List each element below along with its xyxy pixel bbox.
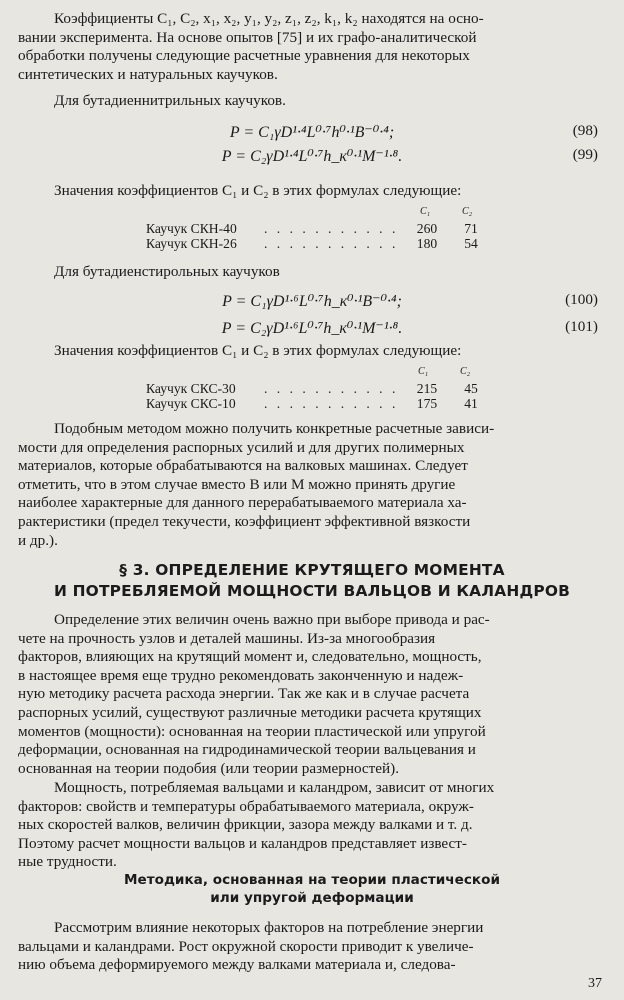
table-row [146,236,486,251]
row-name: Каучук СКС-30 [146,381,236,396]
text-line: рактеристики (предел текучести, коэффициент эффективной вязкости [18,512,471,530]
paragraph-consider [18,919,600,975]
paragraph-coef-intro-1 [18,182,600,201]
text-line: Мощность, потребляемая вальцами и каландром, зависит от многих [54,779,495,796]
section-heading-line1: § 3. ОПРЕДЕЛЕНИЕ КРУТЯЩЕГО МОМЕНТА [119,561,505,579]
text-line: наиболее характерные для данного перерабатываемого материала ха- [18,494,467,512]
text-line: вании эксперимента. На основе опытов [75] и их графо-аналитической [18,28,477,46]
formula-expression: P = C₁γD¹·⁴L⁰·⁷h⁰·¹B⁻⁰·⁴; [229,124,395,141]
formula-number: (99) [572,146,598,163]
text-line: Подобным методом можно получить конкретные расчетные зависи- [54,420,495,437]
formula-101 [0,318,624,338]
text-line: Для бутадиеннитрильных каучуков. [54,92,286,109]
formula-number: (100) [565,291,598,308]
value-c2: 45 [464,381,478,396]
table-row [146,396,486,411]
value-c2: 41 [464,396,478,411]
paragraph-power [18,779,600,872]
subsection-heading-line2: или упругой деформации [210,890,414,906]
formula-number: (101) [565,318,598,335]
text-line: факторов: свойств и температуры обрабатываемого материала, окруж- [18,797,474,815]
formula-99 [0,146,624,166]
page-number: 37 [588,976,602,991]
value-c1: 215 [416,381,438,396]
text-line: Определение этих величин очень важно при выборе привода и рас- [54,611,490,628]
column-header-c1: C₁ [418,366,429,377]
formula-number: (98) [572,122,598,139]
text-line: факторов, влияющих на крутящий момент и, следовательно, мощность, [18,648,482,666]
leader-dots: . . . . . . . . . . . [264,236,399,251]
value-c1: 180 [416,236,438,251]
value-c1: 260 [416,221,438,236]
paragraph-definition [18,611,600,778]
text-line: в настоящее время еще трудно рекомендовать законченную и надеж- [18,666,464,684]
row-name: Каучук СКН-40 [146,221,237,236]
text-line: синтетических и натуральных каучуков. [18,65,278,83]
text-line: деформации, основанная на гидродинамической теории вальцевания и [18,741,476,759]
text-line: основанная на теории подобия (или теории размерностей). [18,759,400,777]
text-line: материалов, которые обрабатываются на валковых машинах. Следует [18,457,468,475]
leader-dots: . . . . . . . . . . . [264,396,399,411]
leader-dots: . . . . . . . . . . . [264,221,399,236]
formula-expression: P = C₁γD¹·⁶L⁰·⁷h_к⁰·¹B⁻⁰·⁴; [222,293,402,310]
paragraph-similar-method [18,420,600,550]
paragraph-coef-intro-2 [18,342,600,361]
text-line: обработки получены следующие расчетные уравнения для некоторых [18,47,470,65]
value-c1: 175 [416,396,438,411]
text-line: чете на прочность узлов и деталей машины. Из-за многообразия [18,629,436,647]
paragraph-intro [18,10,600,84]
text-line: Значения коэффициентов C₁ и C₂ в этих формулах следующие: [54,182,462,199]
text-line: Поэтому расчет мощности вальцов и каландров представляет извест- [18,834,467,852]
value-c2: 71 [464,221,478,236]
value-c2: 54 [464,236,478,251]
text-line: отметить, что в этом случае вместо B или M можно принять другие [18,475,456,493]
text-line: распорных усилий, существуют различные методики расчета крутящих [18,703,482,721]
text-line: и др.). [18,531,58,549]
text-line: мости для определения распорных усилий и для других полимерных [18,438,465,456]
leader-dots: . . . . . . . . . . . [264,381,399,396]
section-heading-line2: И ПОТРЕБЛЯЕМОЙ МОЩНОСТИ ВАЛЬЦОВ И КАЛАНДРОВ [53,582,571,600]
table-row [146,381,486,396]
paragraph-styrene-label [18,263,600,282]
column-header-c2: C₂ [462,206,473,217]
formula-expression: P = C₂γD¹·⁶L⁰·⁷h_к⁰·¹M⁻¹·⁸. [221,320,403,337]
column-header-c1: C₁ [420,206,431,217]
text-line: Для бутадиенстирольных каучуков [54,263,280,280]
formula-98 [0,122,624,142]
formula-100 [0,291,624,311]
table-row [146,221,486,236]
text-line: Коэффициенты C₁, C₂, x₁, x₂, y₁, y₂, z₁, z₂, k₁, k₂ находятся на осно- [54,10,484,27]
paragraph-nitrile-label [18,92,600,111]
text-line: моментов (мощности): основанная на теории пластической или упругой [18,722,486,740]
text-line: ных скоростей валков, величин фрикции, зазора между валками и т. д. [18,816,473,834]
column-header-c2: C₂ [460,366,471,377]
text-line: нию объема деформируемого между валками материала и, следова- [18,956,456,974]
text-line: ную методику расчета расхода энергии. Так же как и в случае расчета [18,685,470,703]
text-line: ные трудности. [18,853,117,871]
text-line: вальцами и каландрами. Рост окружной скорости приводит к увеличе- [18,937,474,955]
text-line: Значения коэффициентов C₁ и C₂ в этих формулах следующие: [54,342,462,359]
text-line: Рассмотрим влияние некоторых факторов на потребление энергии [54,919,484,936]
subsection-heading-line1: Методика, основанная на теории пластической [123,872,501,888]
row-name: Каучук СКС-10 [146,396,236,411]
formula-expression: P = C₂γD¹·⁴L⁰·⁷h_к⁰·¹M⁻¹·⁸. [221,148,403,165]
row-name: Каучук СКН-26 [146,236,237,251]
